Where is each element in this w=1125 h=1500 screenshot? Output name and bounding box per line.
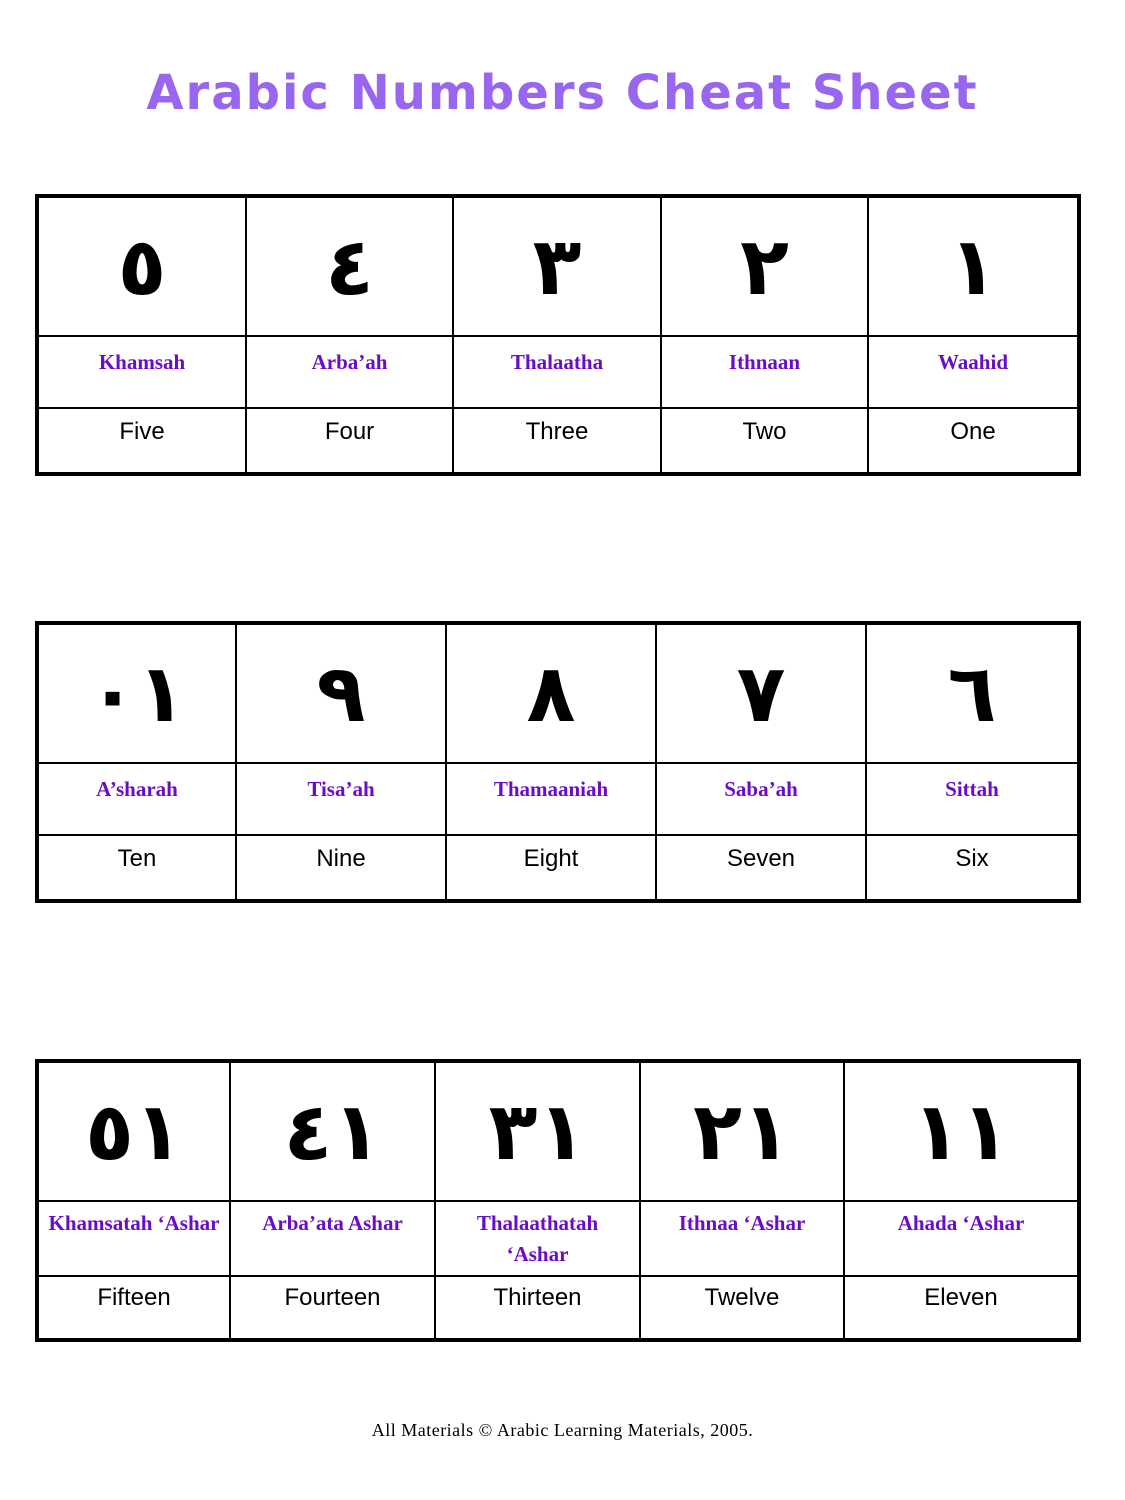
arabic-numeral: ٥ (117, 219, 167, 313)
english-cell (640, 1276, 844, 1340)
english-word: Four (324, 418, 375, 445)
numeral-cell-seven (656, 623, 866, 763)
numeral-cell-fourteen (230, 1061, 435, 1201)
arabic-numeral: ١٤ (283, 1084, 382, 1178)
transliteration-cell (446, 763, 656, 835)
transliteration-cell (656, 763, 866, 835)
english-cell (435, 1276, 640, 1340)
english-cell (656, 835, 866, 901)
arabic-numeral: ١١ (912, 1084, 1010, 1178)
arabic-numeral: ٨ (526, 646, 576, 740)
english-word: Thirteen (493, 1284, 582, 1311)
arabic-numeral: ٣ (532, 219, 582, 313)
english-row (37, 835, 1079, 901)
english-cell (446, 835, 656, 901)
arabic-numeral: ٤ (325, 219, 374, 313)
numeral-cell-twelve (640, 1061, 844, 1201)
numeral-cell-two (661, 196, 868, 336)
arabic-numeral: ٦ (947, 646, 997, 740)
numeral-cell-three (453, 196, 661, 336)
english-word: Nine (316, 845, 366, 872)
transliteration-cell (37, 1201, 230, 1276)
english-cell (866, 835, 1079, 901)
arabic-numeral: ١٣ (488, 1084, 587, 1178)
numeral-cell-eight (446, 623, 656, 763)
english-word: Three (525, 418, 589, 445)
numeral-cell-four (246, 196, 453, 336)
numeral-cell-eleven (844, 1061, 1079, 1201)
english-cell (868, 408, 1079, 474)
english-cell (661, 408, 868, 474)
arabic-numeral: ١ (948, 219, 998, 313)
arabic-numeral: ٩ (316, 646, 366, 740)
transliteration-row (37, 763, 1079, 835)
transliteration-text: Thalaatha (510, 350, 604, 374)
numeral-cell-five (37, 196, 246, 336)
transliteration-text: Khamsatah ‘Ashar (48, 1211, 220, 1235)
english-word: Seven (726, 845, 796, 872)
numeral-row (37, 1061, 1079, 1201)
transliteration-text: Khamsah (98, 350, 186, 374)
english-word: One (950, 418, 996, 445)
transliteration-text: Waahid (937, 350, 1009, 374)
arabic-numeral: ١٠ (88, 646, 186, 740)
transliteration-text: Ithnaan (728, 350, 801, 374)
transliteration-cell (866, 763, 1079, 835)
english-cell (230, 1276, 435, 1340)
arabic-numeral: ٧ (736, 646, 786, 740)
transliteration-text: Saba’ah (724, 777, 798, 801)
transliteration-cell (230, 1201, 435, 1276)
transliteration-cell (453, 336, 661, 408)
copyright-footer: All Materials © Arabic Learning Materials, 2005. (371, 1420, 754, 1440)
numeral-cell-fifteen (37, 1061, 230, 1201)
english-word: Twelve (704, 1284, 780, 1311)
transliteration-cell (236, 763, 446, 835)
transliteration-text: Arba’ah (311, 350, 388, 374)
english-cell (37, 1276, 230, 1340)
transliteration-cell (868, 336, 1079, 408)
numeral-cell-nine (236, 623, 446, 763)
numeral-cell-ten (37, 623, 236, 763)
english-word: Eight (523, 845, 579, 872)
transliteration-text: Ahada ‘Ashar (897, 1211, 1025, 1235)
numeral-cell-thirteen (435, 1061, 640, 1201)
transliteration-cell (37, 763, 236, 835)
english-cell (37, 408, 246, 474)
transliteration-text: A’sharah (96, 777, 178, 801)
transliteration-row (37, 1201, 1079, 1276)
numbers-table-1-5 (35, 194, 1081, 476)
transliteration-cell (246, 336, 453, 408)
transliteration-text: Thamaaniah (493, 777, 609, 801)
numbers-table-11-15 (35, 1059, 1081, 1342)
transliteration-cell (640, 1201, 844, 1276)
english-word: Fifteen (97, 1284, 171, 1311)
numeral-row (37, 623, 1079, 763)
english-cell (37, 835, 236, 901)
transliteration-cell (435, 1201, 640, 1276)
arabic-numeral: ١٢ (693, 1084, 791, 1178)
english-word: Fourteen (284, 1284, 381, 1311)
transliteration-text: Tisa’ah (307, 777, 375, 801)
english-word: Six (955, 845, 989, 872)
numeral-cell-six (866, 623, 1079, 763)
english-cell (844, 1276, 1079, 1340)
english-word: Ten (117, 845, 157, 872)
english-word: Five (119, 418, 165, 445)
numbers-table-6-10 (35, 621, 1081, 903)
page-title: Arabic Numbers Cheat Sheet (146, 65, 979, 121)
numeral-cell-one (868, 196, 1079, 336)
transliteration-cell (37, 336, 246, 408)
transliteration-cell (844, 1201, 1079, 1276)
transliteration-text: Ithnaa ‘Ashar (678, 1211, 806, 1235)
transliteration-text: Arba’ata Ashar (262, 1211, 403, 1235)
english-cell (453, 408, 661, 474)
transliteration-text: Sittah (945, 777, 999, 801)
english-row (37, 1276, 1079, 1340)
arabic-numeral: ٢ (740, 219, 789, 313)
transliteration-row (37, 336, 1079, 408)
transliteration-cell (661, 336, 868, 408)
english-cell (246, 408, 453, 474)
transliteration-text: Thalaathatah ‘Ashar (476, 1211, 599, 1266)
numeral-row (37, 196, 1079, 336)
english-word: Eleven (924, 1284, 998, 1311)
english-cell (236, 835, 446, 901)
english-row (37, 408, 1079, 474)
arabic-numeral: ١٥ (85, 1084, 183, 1178)
english-word: Two (742, 418, 787, 445)
